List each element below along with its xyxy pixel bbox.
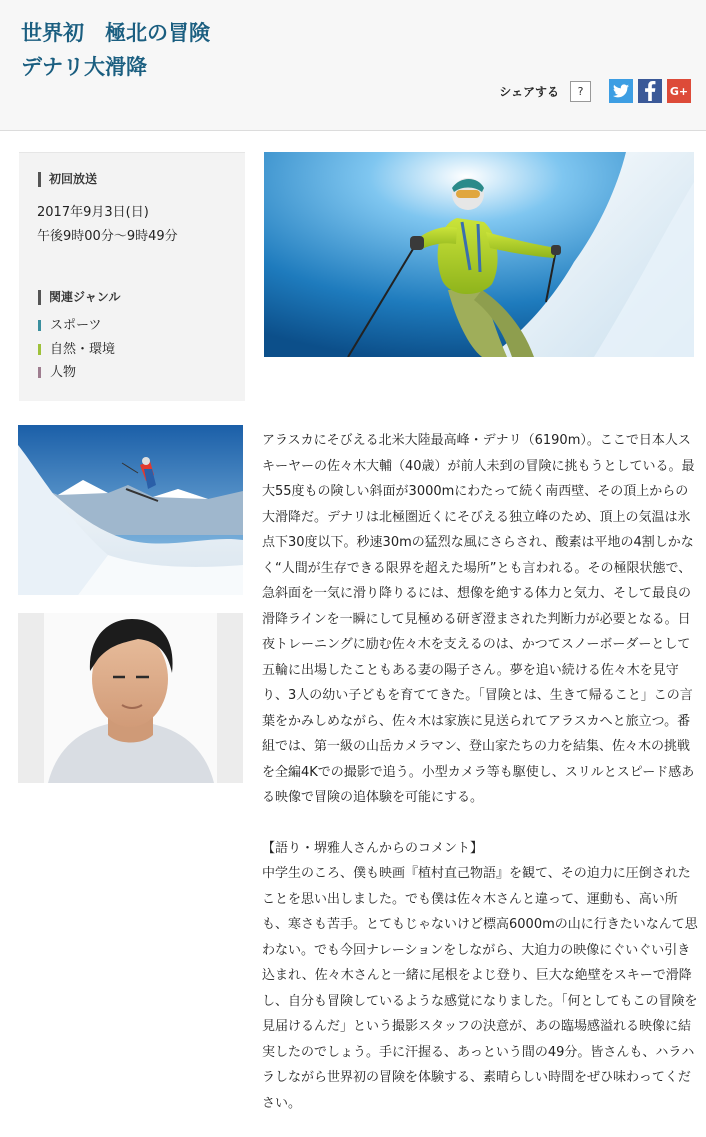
comment-heading: 【語り・堺雅人さんからのコメント】 bbox=[262, 840, 484, 856]
genre-label[interactable]: スポーツ bbox=[50, 318, 102, 333]
hero-skier-image bbox=[264, 152, 694, 357]
facebook-share-button[interactable] bbox=[638, 79, 662, 103]
genre-color-bar bbox=[38, 344, 41, 355]
genre-color-bar bbox=[38, 320, 41, 331]
comment-text: 中学生のころ、僕も映画『植村直己物語』を観て、その迫力に圧倒されたことを思い出しました。でも僕は佐々木さんと違って、運動も、高い所も、寒さも苦手。とてもじゃないけど標高6000mの山に行きたいなんて思わない。でも今回ナレーションをしながら、大迫力の映像にぐいぐい引き込まれ、佐々木さんと一緒に尾根をよじ登り、巨大な絶壁をスキーで滑降し、自分も冒険しているような感覚になりました。「何としてもこの冒険を見届けるんだ」という撮影スタッフの決意が、あの臨場感溢れる映像に結実したのでしょう。手に汗握る、あっという間の49分。皆さんも、ハラハラしながら世界初の冒険を体験する、素晴らしい時間をぜひ味わってください。 bbox=[262, 866, 698, 1111]
genre-label[interactable]: 自然・環境 bbox=[50, 341, 116, 357]
share-bar bbox=[499, 79, 691, 103]
description-text: アラスカにそびえる北米大陸最高峰・デナリ（6190m）。ここで日本人スキーヤーの佐々木大輔（40歳）が前人未到の冒険に挑もうとしている。最大55度もの険しい斜面が3000mにわたって続く南西壁、その頂上からの大滑降だ。デナリは北極圏近くにそびえる独立峰のため、頂上の気温は氷点下30度以下。秒速30mの猛烈な風にさらされ、酸素は平地の4割しかなく“人間が生存できる限界を超えた場所”とも言われる。その極限状態で、急斜面を一気に滑り降りるには、想像を絶する体力と気力、そして最良の滑降ラインを一瞬にして見極める研ぎ澄まされた判断力が必要となる。日夜トレーニングに励む佐々木を支えるのは、かつてスノーボーダーとして五輪に出場したこともある妻の陽子さん。夢を追い続ける佐々木を見守り、3人の幼い子どもを育ててきた。「冒険とは、生きて帰ること」この言葉をかみしめながら、佐々木は家族に見送られてアラスカへと旅立つ。番組では、第一級の山岳カメラマン、登山家たちの力を結集、佐々木の挑戦を全編4Kでの撮影で追う。小型カメラ等も駆使し、スリルとスピード感ある映像で冒険の追体験を可能にする。 bbox=[262, 433, 695, 805]
skier-slope-image bbox=[18, 425, 243, 595]
genre-color-bar bbox=[38, 367, 41, 378]
page-header bbox=[0, 0, 706, 131]
share-help-button[interactable]: ? bbox=[570, 81, 591, 102]
broadcast-heading: 初回放送 bbox=[38, 172, 97, 187]
genre-list bbox=[38, 314, 115, 385]
genre-heading: 関連ジャンル bbox=[38, 290, 120, 305]
paragraph-spacer bbox=[262, 811, 698, 836]
title-line-2: デナリ大滑降 bbox=[21, 55, 147, 79]
title-line-1: 世界初 極北の冒険 bbox=[21, 21, 210, 45]
program-description bbox=[262, 428, 698, 1116]
twitter-share-button[interactable] bbox=[609, 79, 633, 103]
broadcast-time: 午後9時00分～9時49分 bbox=[37, 229, 178, 244]
facebook-icon bbox=[644, 81, 656, 101]
broadcast-info-panel bbox=[19, 152, 245, 401]
twitter-icon bbox=[613, 84, 629, 98]
genre-item-people[interactable] bbox=[38, 361, 115, 385]
genre-item-sports[interactable] bbox=[38, 314, 115, 338]
page-title bbox=[21, 16, 210, 84]
genre-item-nature[interactable] bbox=[38, 338, 115, 362]
broadcast-date: 2017年9月3日(日) bbox=[37, 205, 149, 220]
share-label: シェアする bbox=[499, 84, 559, 99]
genre-label[interactable]: 人物 bbox=[50, 365, 77, 380]
narrator-portrait-image bbox=[18, 613, 243, 783]
google-plus-share-button[interactable]: G+ bbox=[667, 79, 691, 103]
